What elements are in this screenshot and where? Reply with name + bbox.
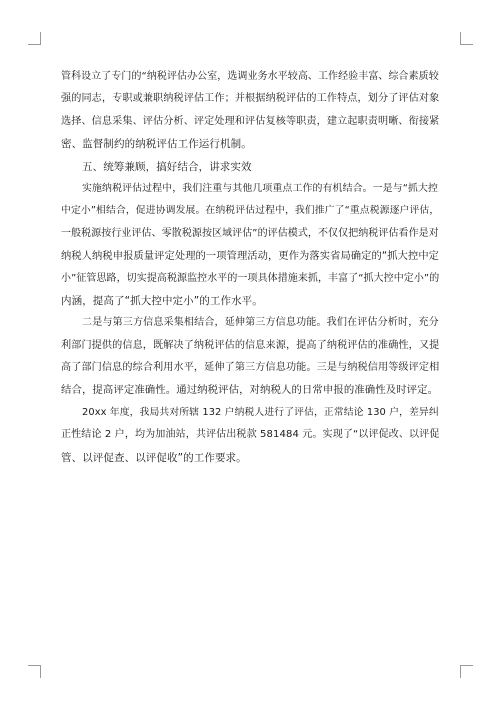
paragraph-annual-results [61,402,439,469]
paragraph-key-work-integration [61,178,439,312]
text-line: 利部门提供的信息，既解决了纳税评估的信息来源，提高了纳税评估的准确性，又提 [61,339,440,351]
text-line: 五、统筹兼顾，搞好结合，讲求实效 [82,160,252,173]
text-line: 二是与第三方信息采集相结合，延伸第三方信息功能。我们在评估分析时，充分 [82,317,439,329]
text-line: 管科设立了专门的“纳税评估办公室，选调业务水平较高、工作经验丰富、综合素质较 [61,71,439,82]
document-body [61,66,439,469]
text-line: 密、监督制约的纳税评估工作运行机制。 [61,138,252,151]
text-line: 纳税人纳税申报质量评定处理的一项管理活动，更作为落实省局确定的“抓大控中定 [61,250,440,263]
text-line: 选择、信息采集、评估分析、评定处理和评估复核等职责，建立起职责明晰、衔接紧 [61,115,440,127]
crop-mark-top-right [460,32,473,45]
text-line: 高了部门信息的综合利用水平，延伸了第三方信息功能。三是与纳税信用等级评定相 [61,362,440,374]
text-line: 一般税源按行业评估、零散税源按区域评估”的评估模式，不仅仅把纳税评估看作是对 [61,227,439,239]
paragraph-third-party-info [61,312,439,402]
text-line: 20xx 年度，我局共对所辖 132 户纳税人进行了评估，正常结论 130 户，差异纠 [82,406,439,418]
text-line: 实施纳税评估过程中，我们注重与其他几项重点工作的有机结合。一是与“抓大控 [82,182,439,194]
section-heading [61,156,439,178]
text-line: 强的同志，专职或兼职纳税评估工作；并根据纳税评估的工作特点，划分了评估对象 [61,93,440,105]
text-line: 内涵，提高了“抓大控中定小”的工作水平。 [61,294,263,307]
text-line: 管、以评促查、以评促收”的工作要求。 [61,451,247,464]
text-line: 小”征管思路，切实提高税源监控水平的一项具体措施来抓，丰富了“抓大控中定小”的 [61,272,440,284]
paragraph-evaluation-office [61,66,439,156]
crop-mark-bottom-right [460,665,473,678]
text-line: 正性结论 2 户，均为加油站，共评估出税款 581484 元。实现了“以评促改、以评促 [61,429,440,441]
text-line: 中定小”相结合，促进协调发展。在纳税评估过程中，我们推广了“重点税源逐户评估， [61,205,440,217]
text-line: 结合，提高评定准确性。通过纳税评估，对纳税人的日常申报的准确性及时评定。 [61,384,439,397]
crop-mark-top-left [28,32,41,45]
crop-mark-bottom-left [28,665,41,678]
